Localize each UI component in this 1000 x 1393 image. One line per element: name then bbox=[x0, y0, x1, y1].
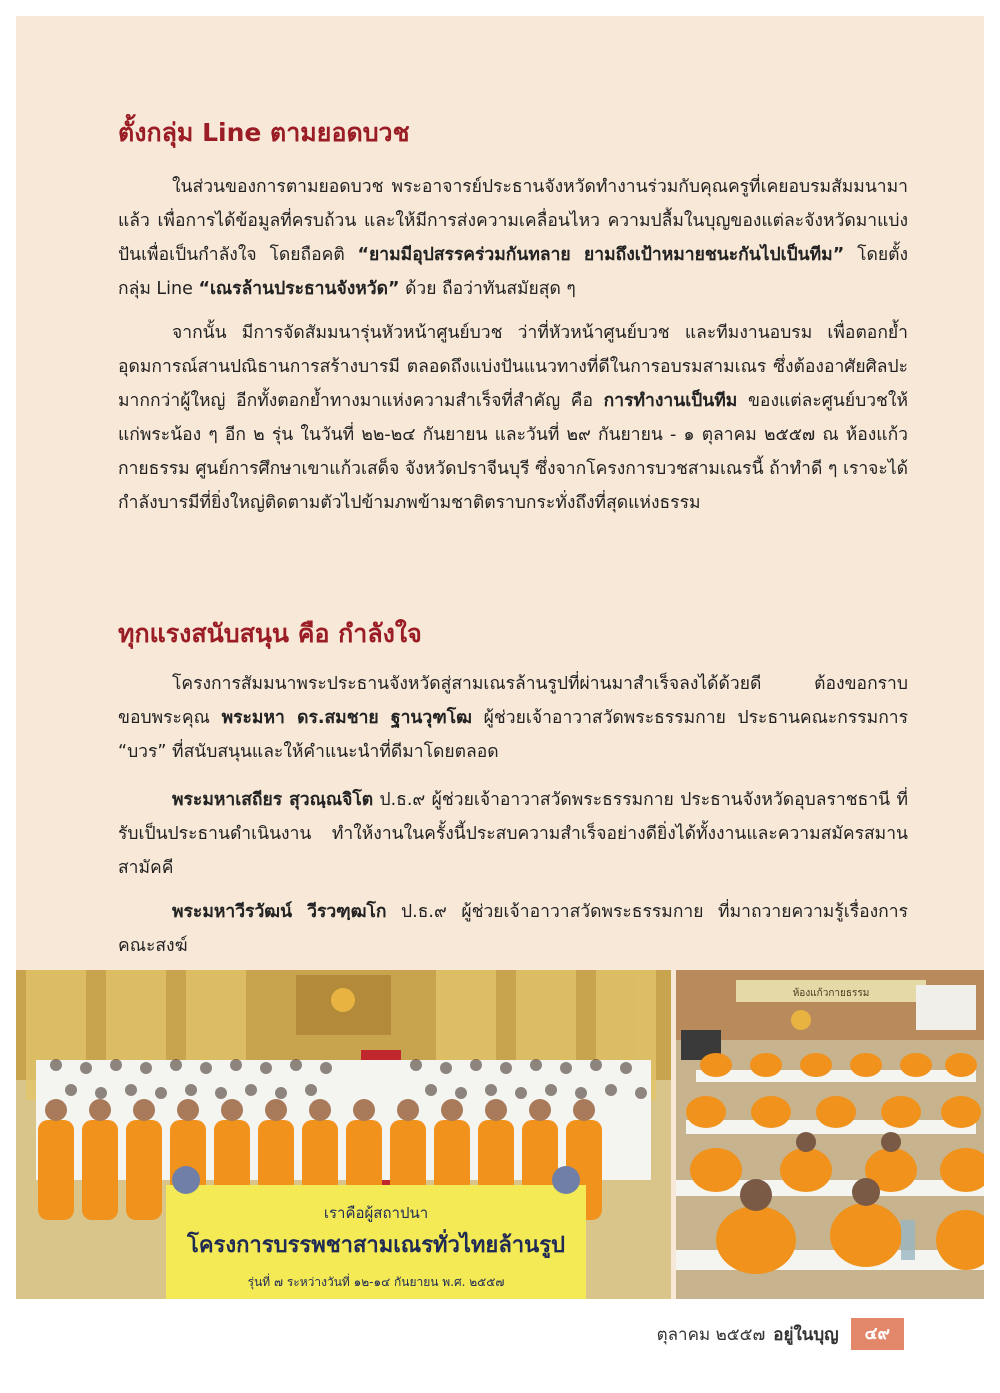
section-heading-line-group: ตั้งกลุ่ม Line ตามยอดบวช bbox=[118, 118, 410, 147]
bold-group-name: “เณรล้านประธานจังหวัด” bbox=[198, 279, 400, 299]
paragraph-seminar bbox=[118, 316, 908, 520]
banner-line-2: โครงการบรรพชาสามเณรทั่วไทยล้านรูป bbox=[187, 1233, 565, 1258]
page-number: ๔๙ bbox=[851, 1318, 904, 1350]
bold-quote: “ยามมีอุปสรรคร่วมกันทลาย ยามถึงเป้าหมายชนะกันไปเป็นทีม” bbox=[357, 245, 845, 265]
paragraph-thanks bbox=[118, 667, 908, 769]
text: ป.ธ.๙ ผู้ช่วยเจ้าอาวาสวัดพระธรรมกาย ประธานจังหวัดอุบลราชธานี ที่รับเป็นประธานดำเนินงาน ทำให้งานในครั้งนี้ประสบความสำเร็จอย่างดียิ่งได้ทั้งงานและความสมัครสมานสามัคคี bbox=[118, 790, 908, 878]
banner-line-3: รุ่นที่ ๗ ระหว่างวันที่ ๑๒-๑๔ กันยายน พ.ศ. ๒๕๕๗ bbox=[247, 1275, 505, 1289]
group-photo-illustration bbox=[16, 970, 671, 1299]
text: จากนั้น มีการจัดสัมมนารุ่นหัวหน้าศูนย์บวช ว่าที่หัวหน้าศูนย์บวช และทีมงานอบรม เพื่อตอกย้ำอุดมการณ์สานปณิธานการสร้างบารมี ตลอดถึงแบ่งปันแนวทางที่ดีในการอบรมสามเณร ซึ่งต้องอาศัยศิลปะมากกว่าผู้ใหญ่ อีกทั้งตอกย้ำทางมาแห่งความสำเร็จที่สำคัญ คือ bbox=[118, 323, 908, 411]
issue-month: ตุลาคม ๒๕๕๗ bbox=[656, 1324, 766, 1345]
paragraph-line-group bbox=[118, 170, 908, 306]
banner-line-1: เราคือผู้สถาปนา bbox=[323, 1204, 429, 1222]
hall-photo bbox=[676, 970, 984, 1299]
hall-sign: ห้องแก้วกายธรรม bbox=[792, 988, 870, 999]
text: ด้วย ถือว่าทันสมัยสุด ๆ bbox=[399, 279, 576, 299]
text: ในส่วนของการตามยอดบวช พระอาจารย์ประธานจังหวัดทำงานร่วมกับคุณครูที่เคยอบรมสัมมนามาแล้ว เพื่อการได้ข้อมูลที่ครบถ้วน และให้มีการส่งความเคลื่อนไหว ความปลื้มในบุญของแต่ละจังหวัดมาแบ่งปันเพื่อเป็นกำลังใจ โดยถือคติ bbox=[118, 177, 908, 265]
hall-photo-illustration bbox=[676, 970, 984, 1299]
text: ของแต่ละศูนย์บวชให้แก่พระน้อง ๆ อีก ๒ รุ่น ในวันที่ ๒๒-๒๔ กันยายน และวันที่ ๒๙ กันยายน - ๑ ตุลาคม ๒๕๕๗ ณ ห้องแก้วกายธรรม ศูนย์การศึกษาเขาแก้วเสด็จ จังหวัดปราจีนบุรี ซึ่งจากโครงการบวชสามเณรนี้ ถ้าทำดี ๆ เราจะได้กำลังบารมีที่ยิ่งใหญ่ติดตามตัวไปข้ามภพข้ามชาติตราบกระทั่งถึงที่สุดแห่งธรรม bbox=[118, 391, 908, 513]
bold-monk-name: พระมหา ดร.สมชาย ฐานวุฑโฒ bbox=[221, 708, 472, 728]
paragraph-lecturer bbox=[118, 895, 908, 963]
text: ป.ธ.๙ ผู้ช่วยเจ้าอาวาสวัดพระธรรมกาย ที่มาถวายความรู้เรื่องการคณะสงฆ์ bbox=[118, 902, 908, 956]
text: โดยตั้งกลุ่ม Line bbox=[118, 245, 908, 299]
magazine-name: อยู่ในบุญ bbox=[773, 1324, 839, 1345]
bold-teamwork: การทำงานเป็นทีม bbox=[603, 391, 738, 411]
section-heading-support: ทุกแรงสนับสนุน คือ กำลังใจ bbox=[118, 619, 422, 648]
text: ผู้ช่วยเจ้าอาวาสวัดพระธรรมกาย ประธานคณะกรรมการ “บวร” ที่สนับสนุนและให้คำแนะนำที่ดีมาโดยตลอด bbox=[118, 708, 909, 762]
text: โครงการสัมมนาพระประธานจังหวัดสู่สามเณรล้านรูปที่ผ่านมาสำเร็จลงได้ด้วยดี ต้องขอกราบขอบพระคุณ bbox=[118, 674, 908, 728]
page-footer bbox=[657, 1318, 904, 1350]
bold-monk-name: พระมหาเสถียร สุวณฺณจิโต bbox=[172, 790, 374, 810]
bold-monk-name: พระมหาวีรวัฒน์ วีรวฑฺฒโก bbox=[172, 902, 387, 922]
paragraph-chairman bbox=[118, 783, 908, 885]
group-photo bbox=[16, 970, 671, 1299]
